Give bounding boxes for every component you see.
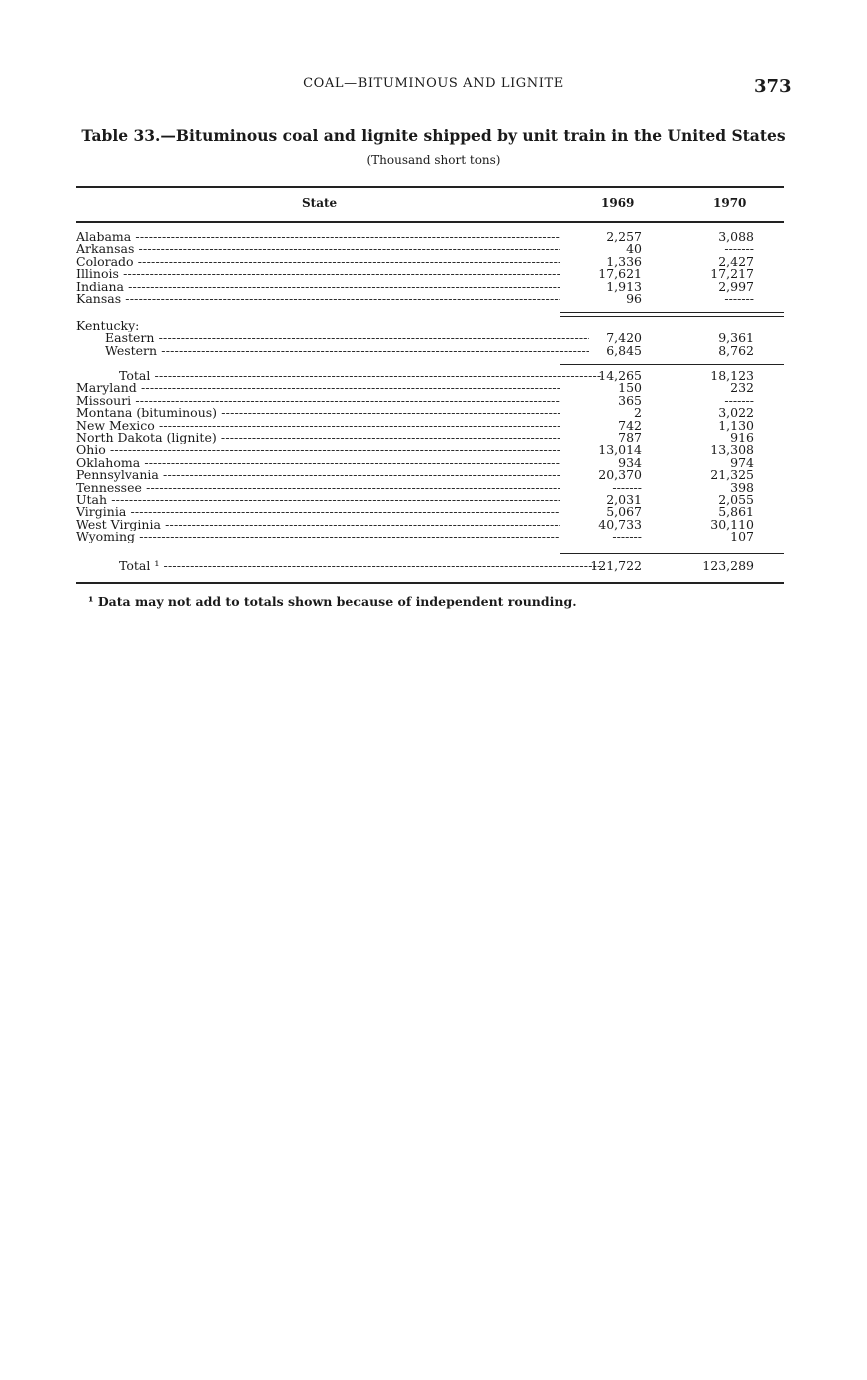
table-row bbox=[76, 516, 784, 532]
state-label: Virginia ----- bbox=[76, 506, 560, 518]
state-label: Ohio ----- bbox=[76, 444, 560, 456]
page-number: 373 bbox=[754, 76, 792, 97]
value-1970: 3,088 bbox=[718, 229, 754, 244]
value-1970: 2,427 bbox=[718, 253, 754, 269]
table-top-rule bbox=[76, 186, 784, 188]
table-row bbox=[76, 531, 784, 543]
value-1970: ------- bbox=[724, 290, 754, 306]
kentucky-heading bbox=[76, 320, 784, 332]
double-rule bbox=[560, 316, 784, 317]
value-1969: 742 bbox=[618, 417, 642, 433]
table-row bbox=[76, 407, 784, 419]
value-1970: 1,130 bbox=[718, 417, 754, 433]
state-label: Indiana ----- bbox=[76, 281, 560, 293]
table-body-grand-total bbox=[76, 560, 784, 572]
value-1970: 8,762 bbox=[718, 342, 754, 358]
state-label: Kentucky: bbox=[76, 320, 140, 333]
state-label: Montana (bituminous) ----- bbox=[76, 407, 560, 419]
table-row bbox=[76, 429, 784, 445]
state-label: Wyoming ----- bbox=[76, 531, 560, 543]
state-label: North Dakota (lignite) ----- bbox=[76, 432, 560, 444]
table-row bbox=[76, 506, 784, 518]
table-row bbox=[76, 290, 784, 306]
state-label: Missouri ----- bbox=[76, 395, 560, 407]
table-row bbox=[76, 392, 784, 408]
state-label: Maryland ----- bbox=[76, 382, 560, 394]
value-1969: 40 bbox=[626, 241, 642, 257]
state-label: Pennsylvania ----- bbox=[76, 469, 560, 481]
table-row bbox=[76, 454, 784, 470]
value-1969: 2 bbox=[634, 405, 642, 421]
grand-total-rule bbox=[560, 553, 784, 554]
value-1970: 3,022 bbox=[718, 405, 754, 421]
state-label: Oklahoma ----- bbox=[76, 457, 560, 469]
value-1970: 398 bbox=[730, 479, 754, 495]
state-label: Kansas ----- bbox=[76, 293, 560, 305]
value-1970: 107 bbox=[730, 529, 754, 545]
value-1969: 13,014 bbox=[598, 442, 642, 458]
table-units: (Thousand short tons) bbox=[366, 153, 501, 167]
table-bottom-rule bbox=[76, 582, 784, 584]
value-1969: 6,845 bbox=[606, 342, 642, 358]
grand-total-row bbox=[76, 560, 784, 572]
kentucky-total-row bbox=[76, 370, 784, 382]
state-label: Colorado ----- bbox=[76, 256, 560, 268]
value-1970: 30,110 bbox=[710, 516, 754, 532]
value-1969: ------- bbox=[612, 479, 642, 495]
value-1969: 7,420 bbox=[606, 330, 642, 346]
table-body-kentucky bbox=[76, 320, 784, 357]
value-1970: 2,997 bbox=[718, 278, 754, 294]
header-bottom-rule bbox=[76, 221, 784, 223]
value-1969: 365 bbox=[618, 392, 642, 408]
table-row bbox=[76, 231, 784, 243]
value-1969: 934 bbox=[618, 454, 642, 470]
state-label: West Virginia ----- bbox=[76, 519, 560, 531]
table-row bbox=[76, 332, 784, 344]
table-row bbox=[76, 491, 784, 507]
state-label: Utah ----- bbox=[76, 494, 560, 506]
running-head: COAL—BITUMINOUS AND LIGNITE bbox=[303, 76, 564, 91]
state-label: Total ----- bbox=[76, 370, 603, 382]
value-1969: 40,733 bbox=[598, 516, 642, 532]
value-1969: 121,722 bbox=[590, 558, 642, 573]
table-row bbox=[76, 342, 784, 358]
value-1969: ------- bbox=[612, 529, 642, 545]
state-label: Tennessee ----- bbox=[76, 482, 560, 494]
table-row bbox=[76, 268, 784, 280]
table-row bbox=[76, 469, 784, 481]
value-1970: 232 bbox=[730, 380, 754, 396]
value-1969: 2,257 bbox=[606, 229, 642, 244]
column-header-state: State bbox=[302, 196, 338, 210]
value-1969: 150 bbox=[618, 380, 642, 396]
value-1970: 2,055 bbox=[718, 491, 754, 507]
state-label: Western ----- bbox=[76, 345, 589, 357]
value-1970: 5,861 bbox=[718, 504, 754, 520]
table-row bbox=[76, 278, 784, 294]
table-row bbox=[76, 479, 784, 495]
table-title: Table 33.—Bituminous coal and lignite shipped by unit train in the United States bbox=[81, 126, 786, 145]
value-1969: 5,067 bbox=[606, 504, 642, 520]
table-row bbox=[76, 243, 784, 255]
subtotal-rule bbox=[560, 364, 784, 365]
table-row bbox=[76, 444, 784, 456]
value-1969: 17,621 bbox=[598, 266, 642, 282]
value-1969: 96 bbox=[626, 290, 642, 306]
value-1969: 14,265 bbox=[598, 368, 642, 383]
value-1970: 21,325 bbox=[710, 467, 754, 483]
value-1970: ------- bbox=[724, 392, 754, 408]
value-1970: 974 bbox=[730, 454, 754, 470]
value-1970: 17,217 bbox=[710, 266, 754, 282]
value-1970: 916 bbox=[730, 429, 754, 445]
state-label: Eastern ----- bbox=[76, 332, 589, 344]
table-row bbox=[76, 253, 784, 269]
value-1969: 787 bbox=[618, 429, 642, 445]
table-row bbox=[76, 382, 784, 394]
footnote: ¹ Data may not add to totals shown because of independent rounding. bbox=[88, 594, 577, 609]
column-header-1969: 1969 bbox=[601, 196, 635, 210]
value-1969: 1,913 bbox=[606, 278, 642, 294]
state-label: New Mexico ----- bbox=[76, 420, 560, 432]
state-label: Alabama ----- bbox=[76, 231, 560, 243]
value-1970: ------- bbox=[724, 241, 754, 257]
table-row bbox=[76, 417, 784, 433]
table-body-group2 bbox=[76, 370, 784, 543]
state-label: Total ¹ ----- bbox=[76, 560, 603, 572]
value-1969: 1,336 bbox=[606, 253, 642, 269]
column-header-1970: 1970 bbox=[713, 196, 747, 210]
value-1970: 13,308 bbox=[710, 442, 754, 458]
double-rule bbox=[560, 312, 784, 313]
value-1970: 18,123 bbox=[710, 368, 754, 383]
value-1969: 20,370 bbox=[598, 467, 642, 483]
table-body-group1 bbox=[76, 231, 784, 305]
value-1970: 123,289 bbox=[702, 558, 754, 573]
state-label: Illinois ----- bbox=[76, 268, 560, 280]
state-label: Arkansas ----- bbox=[76, 243, 560, 255]
value-1970: 9,361 bbox=[718, 330, 754, 346]
value-1969: 2,031 bbox=[606, 491, 642, 507]
